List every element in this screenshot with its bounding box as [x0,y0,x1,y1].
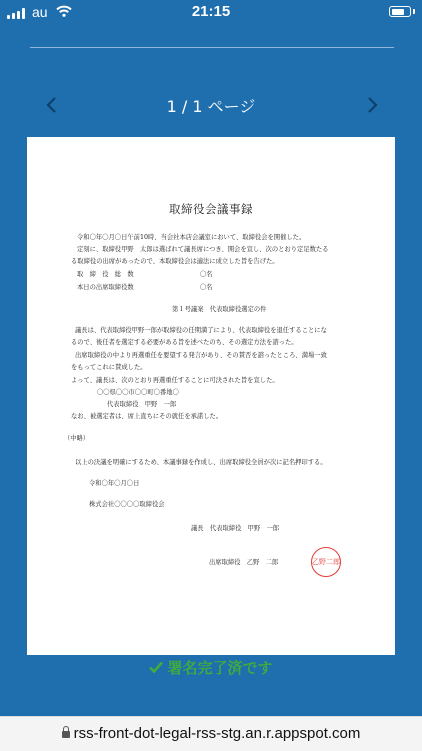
doc-line: をもってこれに賛成した。 [71,364,147,371]
doc-line: 令和〇年〇月〇日午前10時、当会社本店会議室において、取締役会を開催した。 [77,234,306,241]
doc-line: 取 締 役 総 数 [77,271,134,278]
doc-line: 議長 代表取締役 甲野 一郎 [191,525,280,532]
doc-line: るので、後任者を選定する必要がある旨を述べたのち、その選定方法を諮った。 [71,339,298,346]
doc-line: 議長は、代表取締役甲野一郎が取締役の任期満了により、代表取締役を退任することにな [75,327,327,334]
battery-level [392,9,405,15]
battery-tip [413,9,415,14]
doc-line: 〇名 [200,271,213,278]
doc-line: 〇名 [200,284,213,291]
doc-line: 出席取締役 乙野 二郎 [209,559,279,566]
doc-line: 代表取締役 甲野 一郎 [107,401,177,408]
divider [30,47,394,48]
carrier-label: au [32,4,48,20]
doc-line: 出席取締役の中より再選重任を要望する発言があり、その賛否を諮ったところ、満場一致 [75,352,327,359]
doc-line: よって、議長は、次のとおり再選重任することに可決された旨を宣した。 [71,377,279,384]
doc-line: 第１号議案 代表取締役選定の件 [172,306,267,313]
signature-complete-message [0,657,422,678]
lock-icon [62,731,70,738]
check-icon [149,659,163,677]
signature-complete-text: 署名完了済です [167,659,273,677]
document-page [27,137,395,655]
chevron-right-icon [362,95,382,115]
battery-icon [389,6,411,17]
next-page-button[interactable] [362,95,382,115]
status-bar [0,0,422,24]
page-indicator: 1 / 1 ページ [166,97,256,116]
browser-url-bar[interactable] [0,716,422,751]
doc-line: 株式会社〇〇〇〇取締役会 [89,501,165,508]
doc-line: 定刻に、取締役甲野 太郎は選ばれて議長席につき、開会を宣し、次のとおり定足数たる [77,246,329,253]
doc-line: 〇〇県〇〇市〇〇町〇番地〇 [97,389,179,396]
doc-line: なお、被選定者は、席上直ちにその就任を承諾した。 [71,413,223,420]
document-title: 取締役会議事録 [169,202,253,216]
url-text: rss-front-dot-legal-rss-stg.an.r.appspot.com [73,725,361,742]
doc-line: 令和〇年〇月〇日 [89,480,140,487]
clock: 21:15 [191,3,231,20]
doc-line: 以上の決議を明確にするため、本議事録を作成し、出席取締役全員が次に記名押印する。 [75,459,327,466]
doc-line: る取締役の出席があったので、本取締役会は適法に成立した旨を告げた。 [71,258,279,265]
doc-line: 本日の出席取締役数 [77,284,134,291]
doc-line: （中略） [64,435,90,442]
url-display[interactable] [0,725,422,742]
name-seal: 乙野二郎 [311,547,341,577]
